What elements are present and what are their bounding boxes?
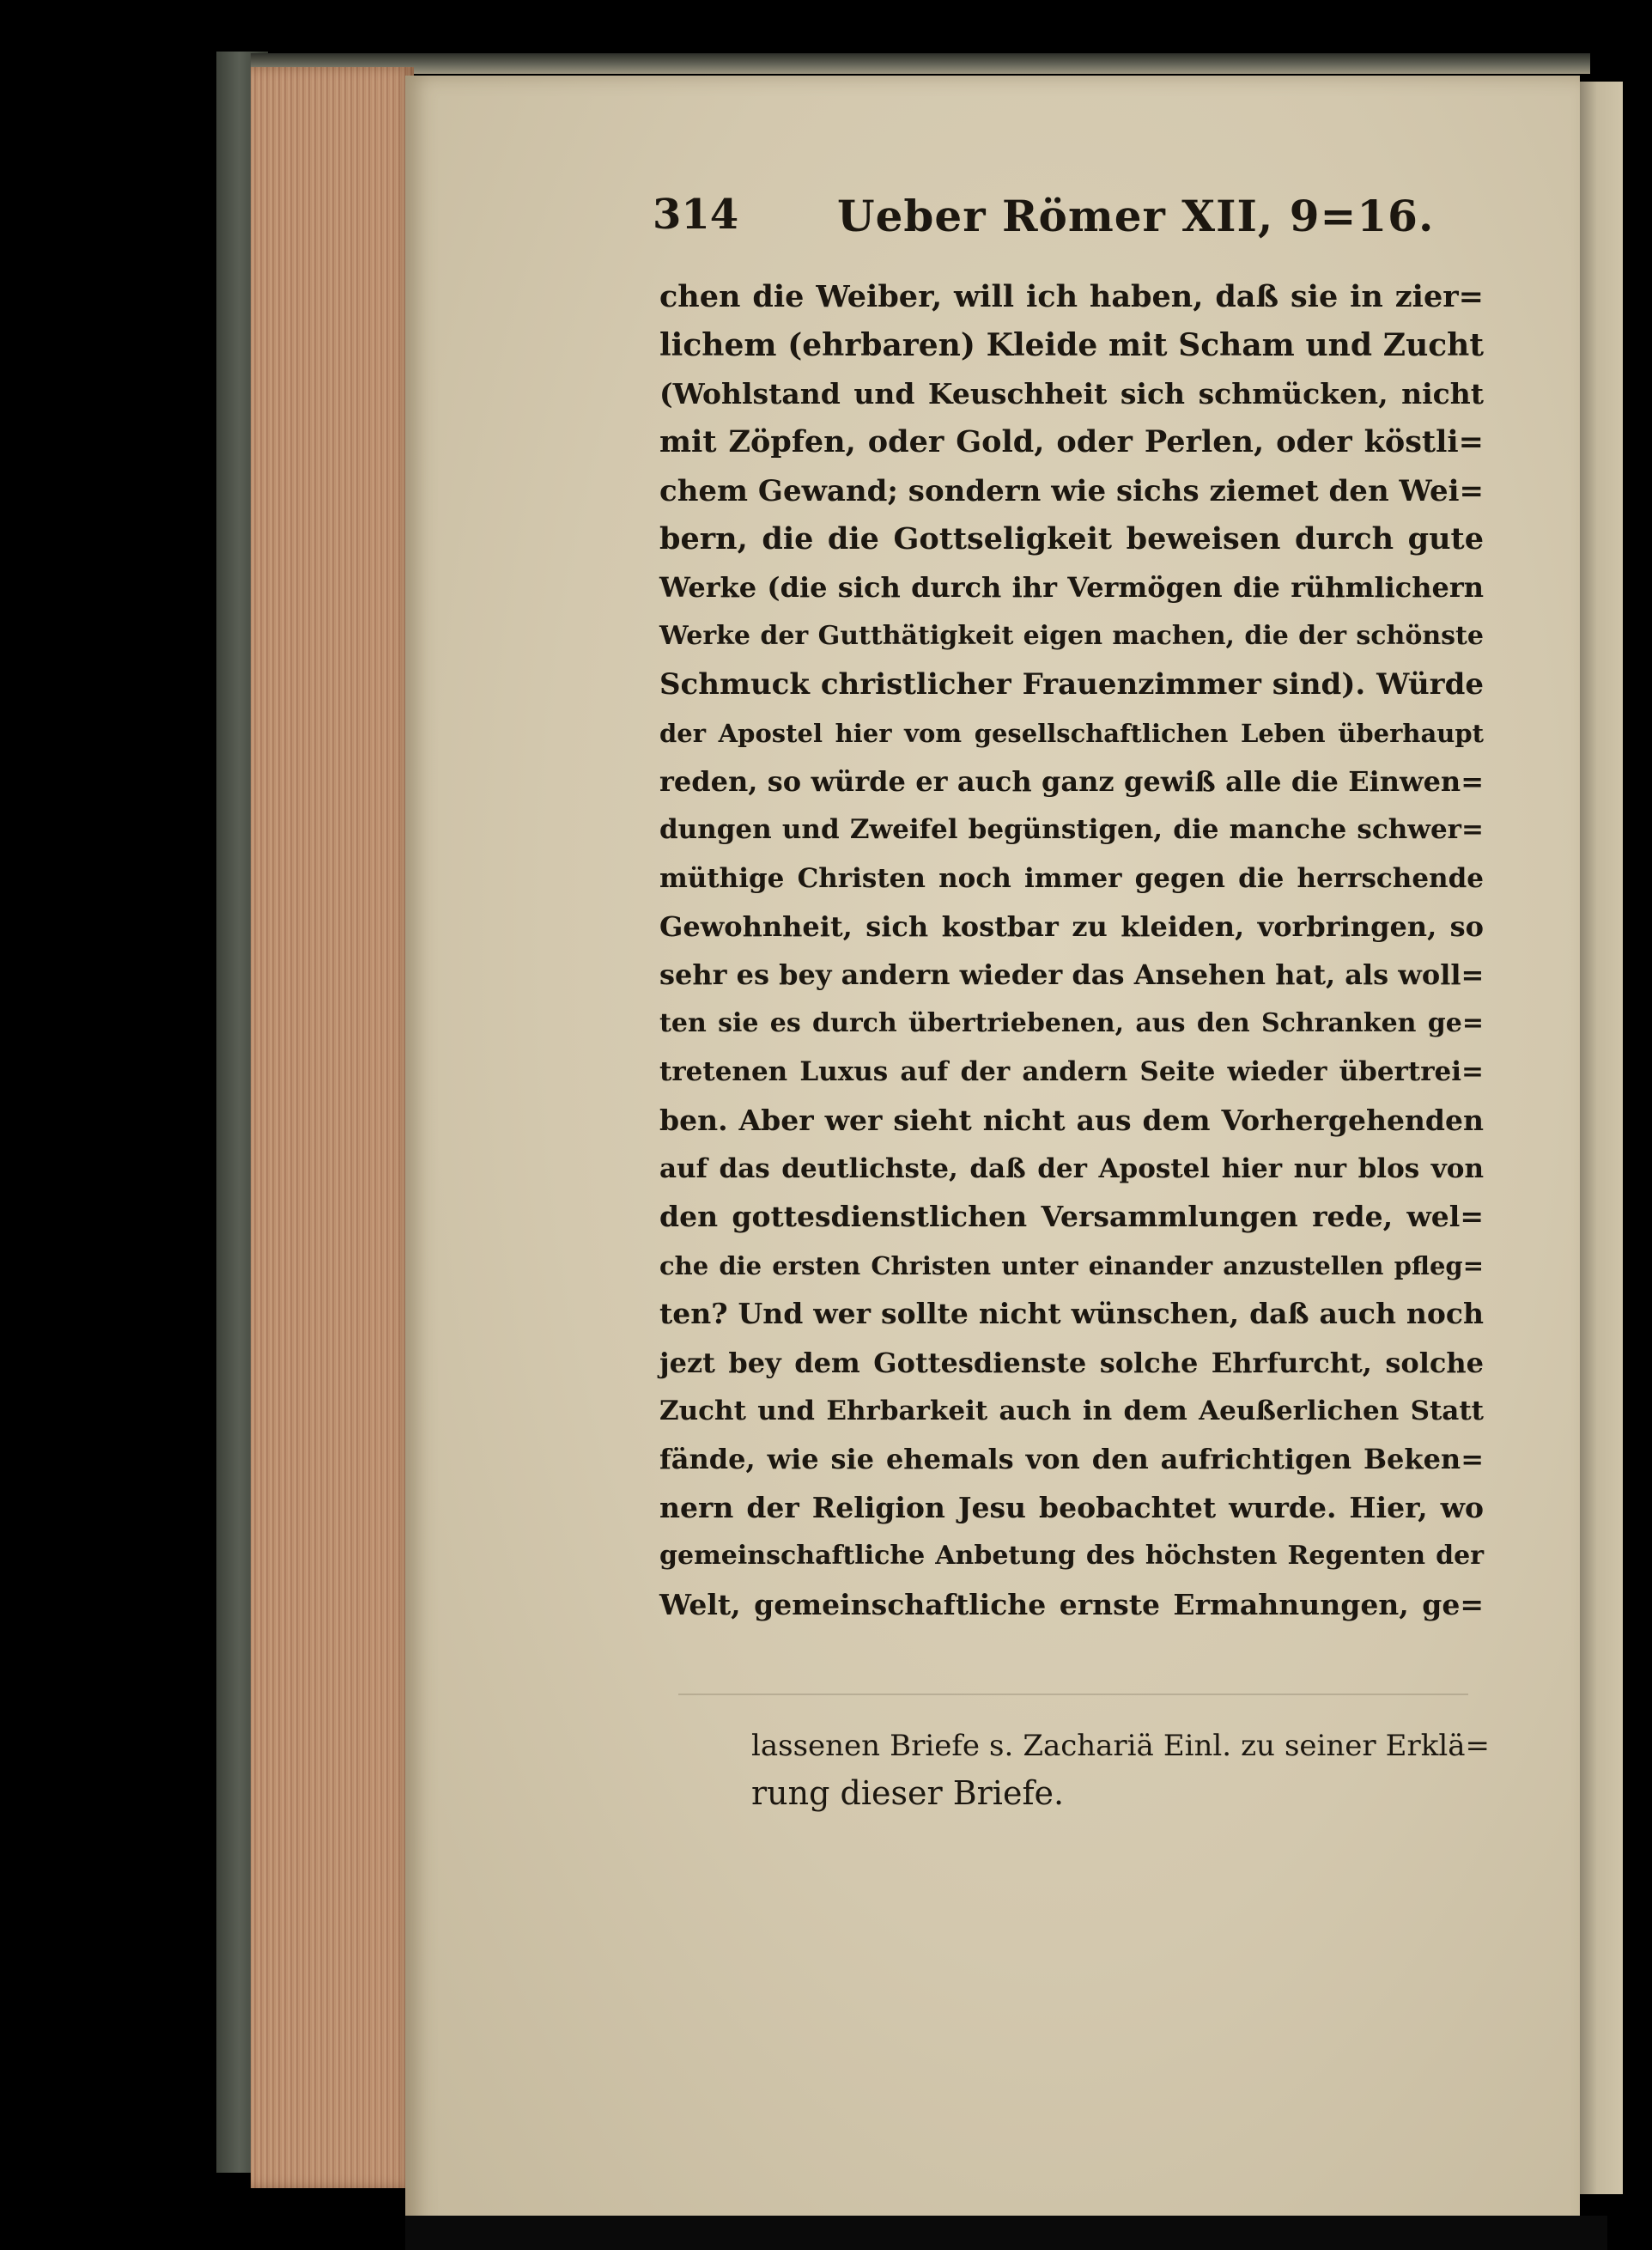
footnote-separator [678, 1694, 1468, 1695]
text-line: Werke der Gutthätigkeit eigen machen, die der schönste [659, 620, 1484, 651]
text-line: chem Gewand; sondern wie sichs ziemet den Wei= [659, 473, 1484, 508]
text-line: auf das deutlichste, daß der Apostel hier nur blos von [659, 1153, 1484, 1185]
text-line: Zucht und Ehrbarkeit auch in dem Aeußerlichen Statt [659, 1395, 1484, 1426]
text-line: (Wohlstand und Keuschheit sich schmücken, nicht [659, 376, 1484, 410]
bottom-shadow [405, 2216, 1607, 2250]
text-line: reden, so würde er auch ganz gewiß alle die Einwen= [659, 764, 1484, 798]
text-line: sehr es bey andern wieder das Ansehen hat, als woll= [659, 958, 1485, 992]
text-line: gemeinschaftliche Anbetung des höchsten Regenten der [659, 1541, 1484, 1572]
text-line: lichem (ehrbaren) Kleide mit Scham und Zucht [659, 327, 1484, 364]
page-header [653, 191, 1511, 251]
text-line: che die ersten Christen unter einander anzustellen pfleg= [659, 1250, 1484, 1280]
text-line: Schmuck christlicher Frauenzimmer sind). Würde [659, 667, 1484, 702]
text-line: der Apostel hier vom gesellschaftlichen Leben überhaupt [659, 718, 1484, 748]
running-title: Ueber Römer XII, 9=16. [837, 191, 1435, 241]
text-line: dungen und Zweifel begünstigen, die manche schwer= [659, 814, 1484, 846]
text-line: fände, wie sie ehemals von den aufrichtigen Beken= [659, 1443, 1484, 1476]
text-line: ten sie es durch übertriebenen, aus den Schranken ge= [659, 1007, 1484, 1038]
text-line: mit Zöpfen, oder Gold, oder Perlen, oder köstli= [659, 424, 1484, 460]
text-line: ben. Aber wer sieht nicht aus dem Vorhergehenden [659, 1103, 1484, 1137]
text-line: Werke (die sich durch ihr Vermögen die rühmlichern [659, 571, 1484, 605]
footnote-line: rung dieser Briefe. [751, 1774, 1065, 1812]
page-edges [251, 67, 414, 2188]
text-line: tretenen Luxus auf der andern Seite wieder übertrei= [659, 1056, 1484, 1088]
page-number: 314 [653, 191, 739, 239]
text-line: den gottesdienstlichen Versammlungen rede, wel= [659, 1200, 1484, 1234]
text-line: Gewohnheit, sich kostbar zu kleiden, vorbringen, so [659, 910, 1484, 944]
facing-page-edge [1580, 82, 1623, 2194]
footnote [751, 1723, 1490, 1817]
text-line: ten? Und wer sollte nicht wünschen, daß auch noch [659, 1297, 1484, 1331]
footnote-line: lassenen Briefe s. Zachariä Einl. zu seiner Erklä= [751, 1729, 1490, 1763]
body-text [659, 273, 1484, 1629]
text-line: chen die Weiber, will ich haben, daß sie in zier= [659, 279, 1484, 314]
book-top-edge [251, 53, 1590, 74]
text-line: müthige Christen noch immer gegen die herrschende [659, 862, 1484, 894]
text-line: jezt bey dem Gottesdienste solche Ehrfurcht, solche [659, 1346, 1484, 1379]
text-line: nern der Religion Jesu beobachtet wurde. Hier, wo [659, 1490, 1484, 1524]
text-line: Welt, gemeinschaftliche ernste Ermahnungen, ge= [659, 1587, 1484, 1621]
text-line: bern, die die Gottseligkeit beweisen durch gute [659, 520, 1484, 556]
